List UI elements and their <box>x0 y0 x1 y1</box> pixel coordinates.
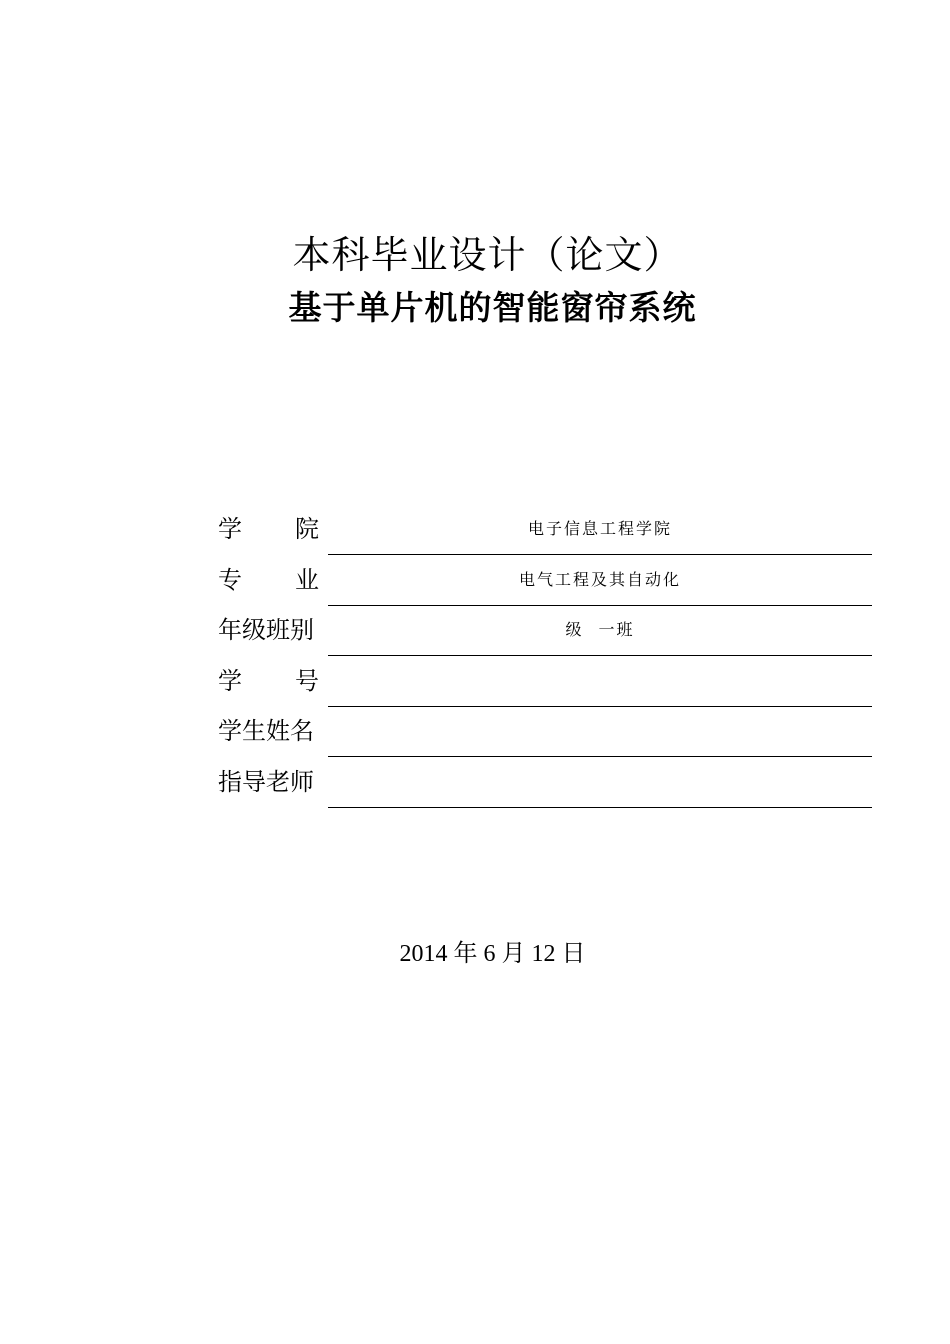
info-value-advisor <box>328 757 872 808</box>
info-value-college: 电子信息工程学院 <box>328 504 872 555</box>
info-label-text: 年级班别 <box>218 616 314 645</box>
thesis-topic-title: 基于单片机的智能窗帘系统 <box>288 288 697 327</box>
info-row-advisor <box>218 757 872 808</box>
info-label-char: 专 <box>218 565 242 594</box>
info-label-student-id <box>218 665 319 697</box>
submission-date: 2014 年 6 月 12 日 <box>399 941 586 967</box>
info-label-advisor <box>218 766 319 798</box>
student-info-table <box>218 504 872 808</box>
info-row-student-name <box>218 706 872 757</box>
info-value-major: 电气工程及其自动化 <box>328 555 872 606</box>
info-label-char: 业 <box>295 565 319 594</box>
info-label-char: 院 <box>295 515 319 543</box>
info-label-text: 学生姓名 <box>218 717 314 746</box>
info-label-college <box>218 513 319 545</box>
info-value-student-id <box>328 656 872 707</box>
info-row-student-id <box>218 656 872 707</box>
info-label-class <box>218 614 319 646</box>
thesis-type-title: 本科毕业设计（论文） <box>292 233 683 277</box>
info-label-text: 指导老师 <box>218 767 314 796</box>
info-row-class <box>218 605 872 656</box>
info-value-student-name <box>328 706 872 757</box>
info-label-student-name <box>218 715 319 747</box>
info-label-major <box>218 564 319 596</box>
info-value-class: 级 一班 <box>328 605 872 656</box>
info-label-char: 学 <box>218 666 242 695</box>
info-row-college <box>218 504 872 555</box>
info-label-char: 学 <box>218 515 242 543</box>
info-row-major <box>218 555 872 606</box>
info-label-char: 号 <box>295 666 319 695</box>
